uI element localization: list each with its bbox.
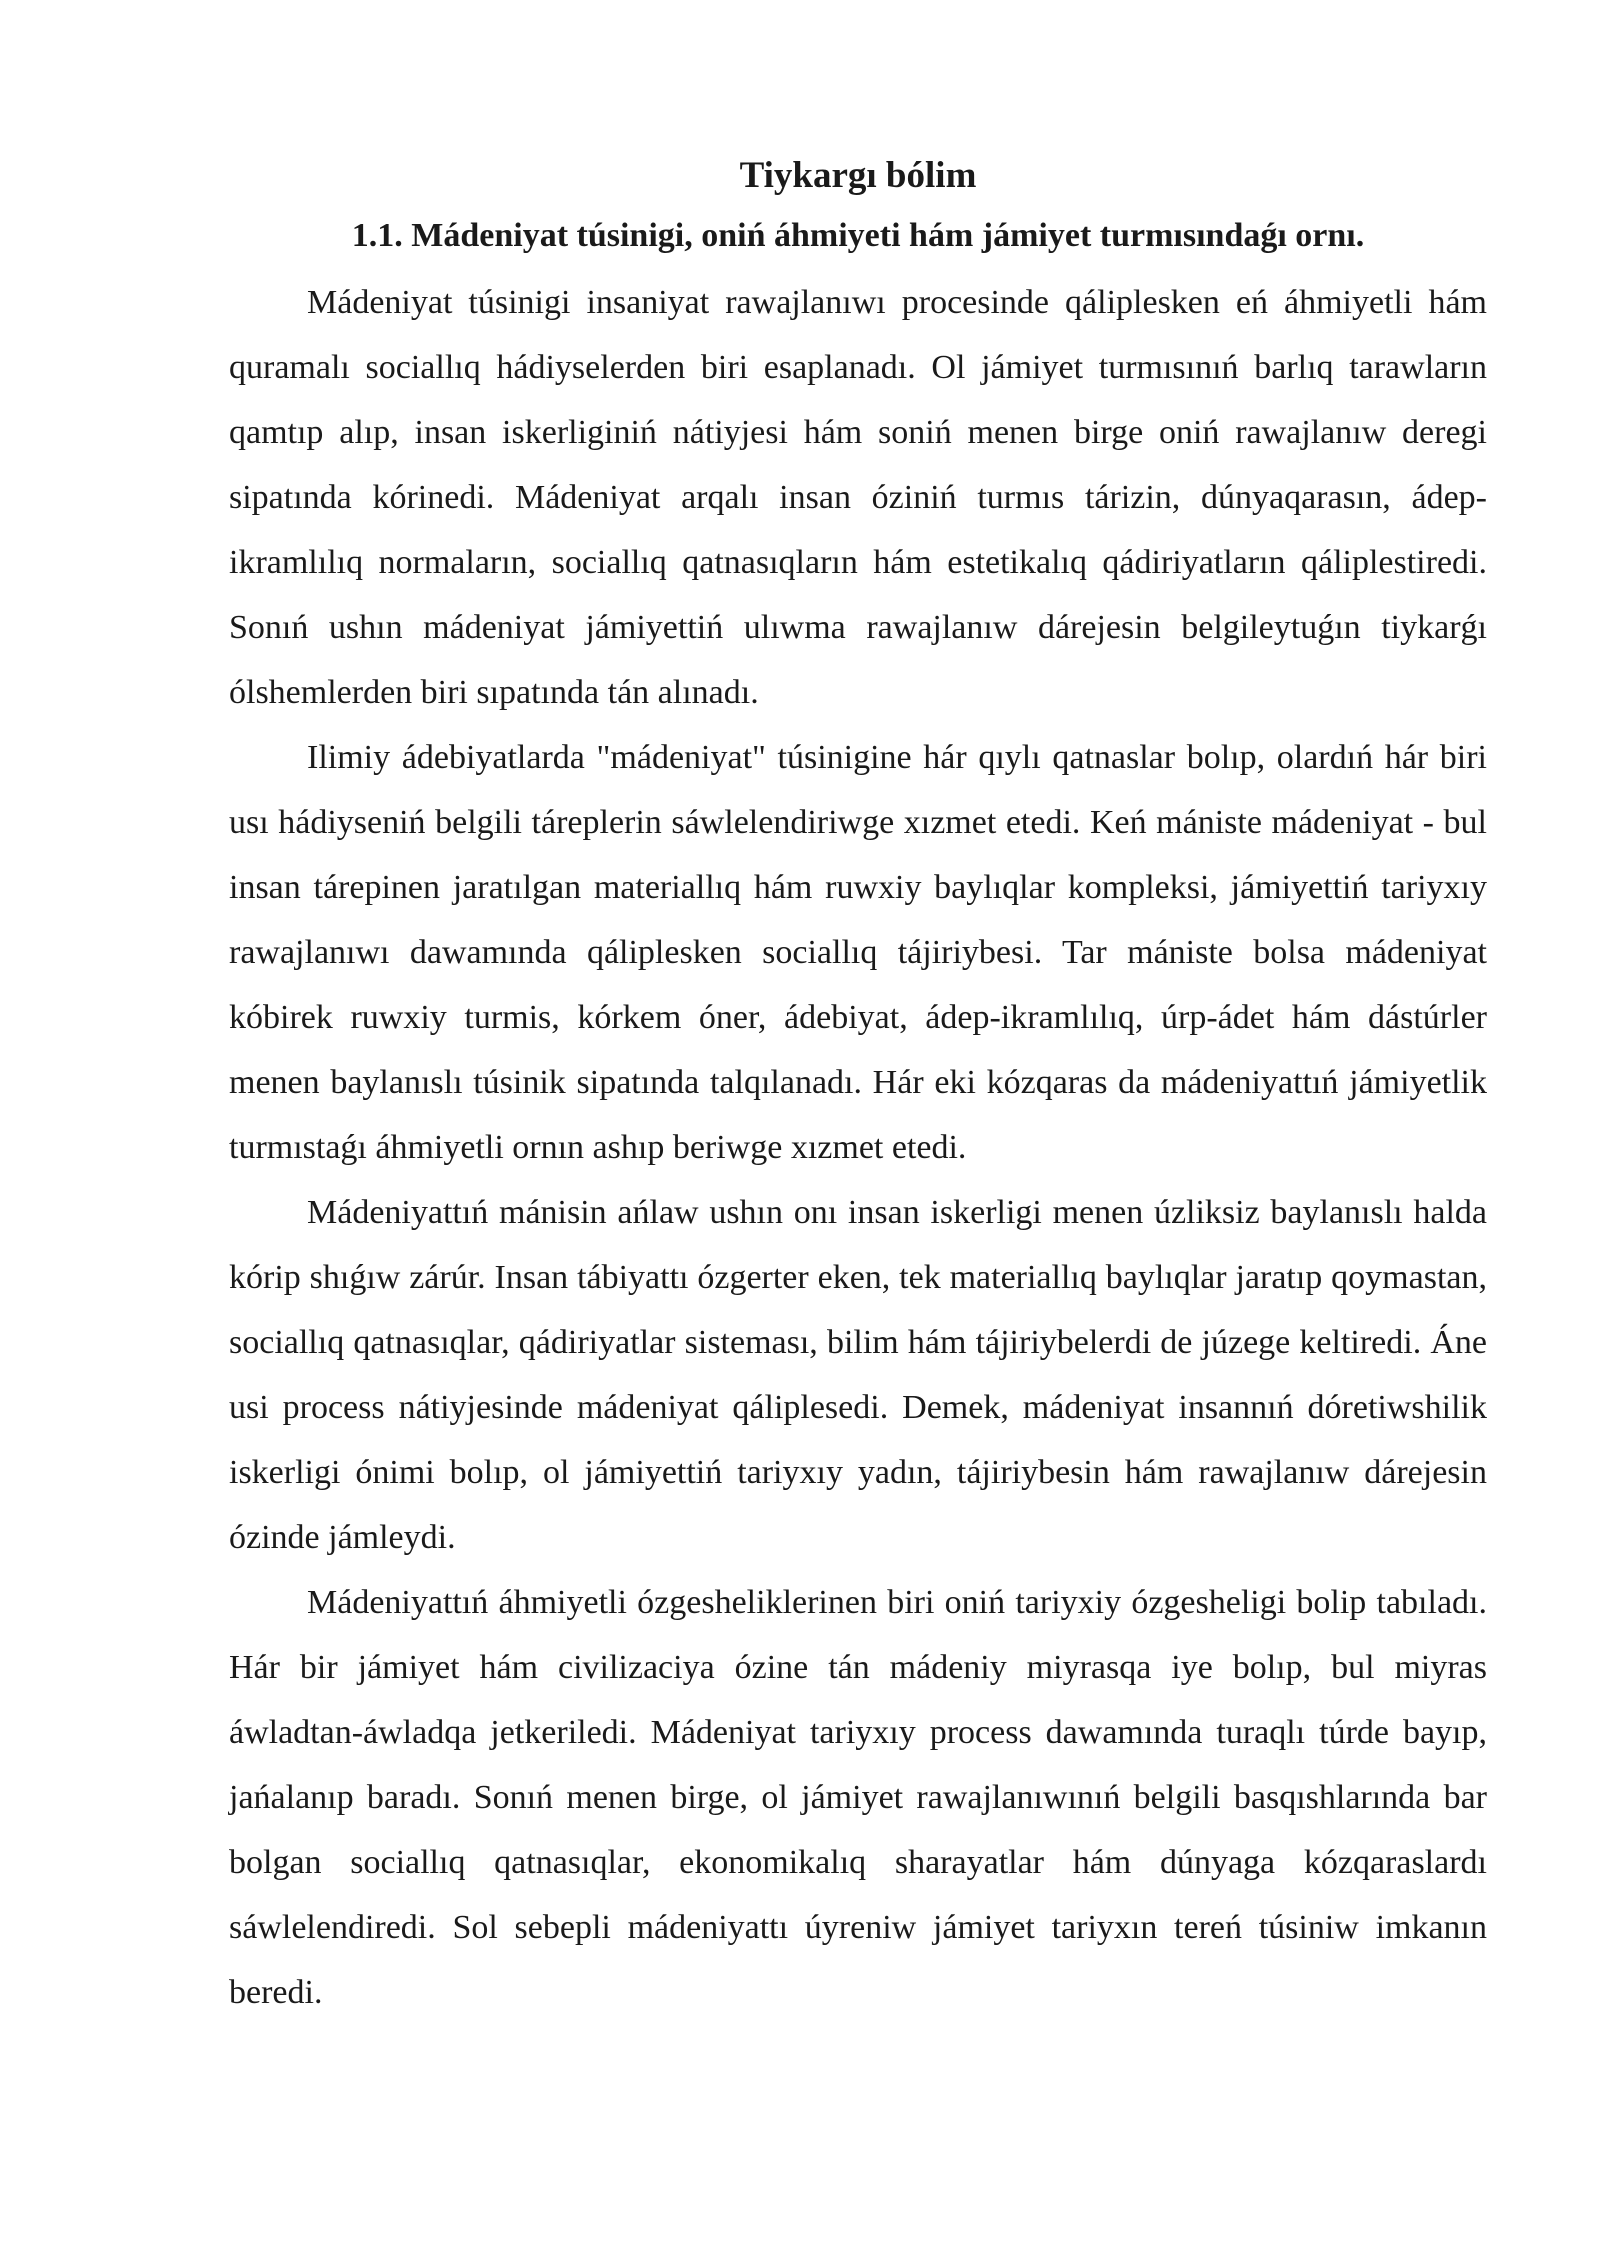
paragraph: Mádeniyat túsinigi insaniyat rawajlanıwı procesinde qáliplesken eń áhmiyetli hám quramalı sociallıq hádiyselerden biri esaplanadı. Ol jámiyet turmısınıń barlıq tarawların qamtıp alıp, insan iskerliginiń nátiyjesi hám soniń menen birge oniń rawajlanıw deregi sipatında kórinedi. Mádeniyat arqalı insan óziniń turmıs tárizin, dúnyaqarasın, ádep-ikramlılıq normaların, sociallıq qatnasıqların hám estetikalıq qádiriyatların qáliplestiredi. Sonıń ushın mádeniyat jámiyettiń ulıwma rawajlanıw dárejesin belgileytuǵın tiykarǵı ólshemlerden biri sıpatında tán alınadı. <box>229 284 1487 711</box>
paragraph: Ilimiy ádebiyatlarda "mádeniyat" túsinigine hár qıylı qatnaslar bolıp, olardıń hár biri usı hádiyseniń belgili táreplerin sáwlelendiriwge xızmet etedi. Keń mániste mádeniyat - bul insan tárepinen jaratılgan materiallıq hám ruwxiy baylıqlar kompleksi, jámiyettiń tariyxıy rawajlanıwı dawamında qáliplesken sociallıq tájiriybesi. Tar mániste bolsa mádeniyat kóbirek ruwxiy turmis, kórkem óner, ádebiyat, ádep-ikramlılıq, úrp-ádet hám dástúrler menen baylanıslı túsinik sipatında talqılanadı. Hár eki kózqaras da mádeniyattıń jámiyetlik turmıstaǵı áhmiyetli ornın ashıp beriwge xızmet etedi. <box>229 739 1487 1166</box>
chapter-title: Tiykargı bólim <box>739 155 977 196</box>
section-title: 1.1. Mádeniyat túsinigi, oniń áhmiyeti hám jámiyet turmısındaǵı ornı. <box>351 217 1365 254</box>
paragraph: Mádeniyattıń mánisin ańlaw ushın onı insan iskerligi menen úzliksiz baylanıslı halda kórip shıǵıw zárúr. Insan tábiyattı ózgerter eken, tek materiallıq baylıqlar jaratıp qoymastan, sociallıq qatnasıqlar, qádiriyatlar sisteması, bilim hám tájiriybelerdi de júzege keltiredi. Áne usi process nátiyjesinde mádeniyat qáliplesedi. Demek, mádeniyat insannıń dóretiwshilik iskerligi ónimi bolıp, ol jámiyettiń tariyxıy yadın, tájiriybesin hám rawajlanıw dárejesin ózinde jámleydi. <box>229 1194 1487 1556</box>
document-body <box>229 148 1487 2025</box>
paragraph: Mádeniyattıń áhmiyetli ózgesheliklerinen biri oniń tariyxiy ózgesheligi bolip tabıladı. Hár bir jámiyet hám civilizaciya ózine tán mádeniy miyrasqa iye bolıp, bul miyras áwladtan-áwladqa jetkeriledi. Mádeniyat tariyxıy process dawamında turaqlı túrde bayıp, jańalanıp baradı. Sonıń menen birge, ol jámiyet rawajlanıwınıń belgili basqıshlarında bar bolgan sociallıq qatnasıqlar, ekonomikalıq sharayatlar hám dúnyaga kózqaraslardı sáwlelendiredi. Sol sebepli mádeniyattı úyreniw jámiyet tariyxın tereń túsiniw imkanın beredi. <box>229 1584 1487 2011</box>
